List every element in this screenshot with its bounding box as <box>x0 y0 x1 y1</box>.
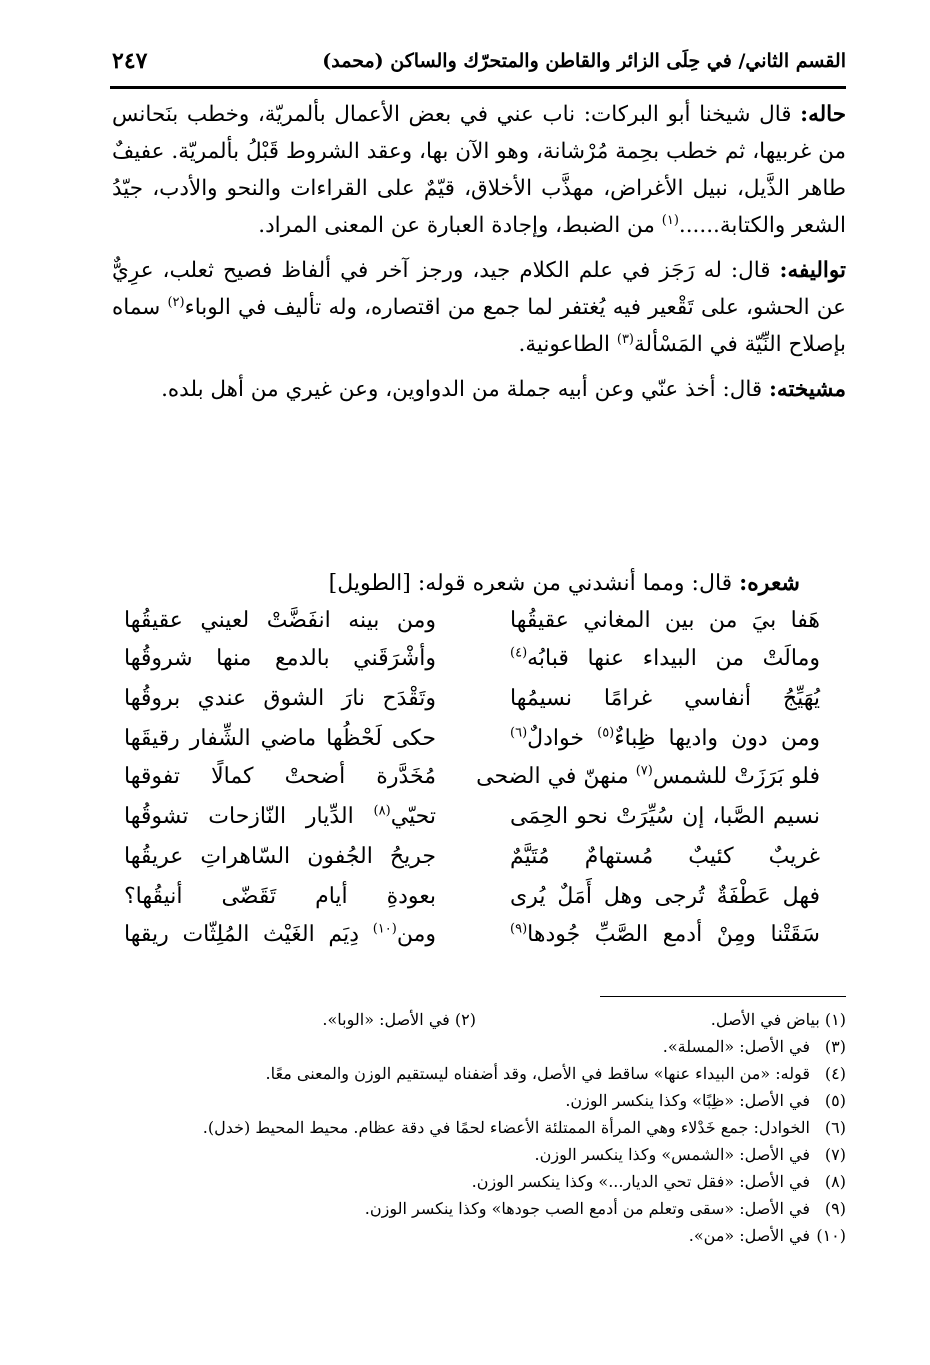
hemistich-right: هَفا بيَ من بين المغاني عقيقُها <box>510 608 820 633</box>
hemistich-right: فهل عَطْفَةٌ تُرجى وهل أَمَلٌ يُرى <box>510 884 820 909</box>
hemistich-text: ومن <box>396 922 436 947</box>
footnote-3 <box>112 1033 846 1060</box>
paragraph-text: سماه بإصلاح النِّيّة في المَسْألة <box>112 295 846 357</box>
footnote-pair <box>112 1006 846 1033</box>
hemistich-right <box>476 763 820 789</box>
footnote-text: في الأصل: «فقل تحي الديار...» وكذا ينكسر الوزن. <box>471 1172 810 1191</box>
hemistich-left: ومن بينه انفَضَّتْ لعيني عقيقُها <box>124 608 436 633</box>
header-rule <box>110 86 846 89</box>
footnote-text: الخوادل: جمع خَدْلاء وهي المرأة الممتلئة الأعضاء لحمًا في دقة عظام. محيط المحيط (خدل). <box>202 1118 810 1137</box>
paragraph-label: حاله: <box>800 102 846 127</box>
footnote-number: (٣) <box>824 1037 846 1056</box>
running-title: القسم الثاني/ في حِلَى الزائر والقاطن والمتحرّك والساكن (محمد) <box>322 50 846 72</box>
footnote-4 <box>112 1060 846 1087</box>
footnote-1 <box>711 1006 846 1033</box>
paragraph-haluh <box>112 96 846 244</box>
paragraph-text: قال: أخذ عنّي وعن أبيه جملة من الدواوين، وعن غيري من أهل بلده. <box>161 377 769 402</box>
hemistich-left: حكى لَحْظُها ماضي الشِّفار رقيقَها <box>124 726 436 751</box>
hemistich-text: فلو بَرَزَتْ للشمس <box>652 764 820 789</box>
verse-1 <box>112 608 846 648</box>
hemistich-left <box>124 922 436 947</box>
footnote-text: بياض في الأصل. <box>710 1010 820 1029</box>
hemistich-left: بعودةِ أيام تَقَضّى أنيقُها؟ <box>124 884 436 909</box>
footnote-number: (١٠) <box>816 1226 846 1245</box>
hemistich-right <box>510 646 820 671</box>
verse-7 <box>112 844 846 884</box>
footnote-5 <box>112 1087 846 1114</box>
hemistich-left <box>124 804 436 829</box>
footnote-text: قوله: «من البيداء عنها» ساقط في الأصل، وقد أضفناه ليستقيم الوزن والمعنى معًا. <box>265 1064 810 1083</box>
footnotes <box>112 1006 846 1249</box>
footnote-text: في الأصل: «المسلة». <box>662 1037 810 1056</box>
hemistich-right <box>510 922 820 947</box>
paragraph-text: قال شيخنا أبو البركات: ناب عني في بعض الأعمال بألمريّة، وخطب بنَحانس من غربيها، ثم خطب بحِمة مُرْشانة، وهو الآن بها، وعقد الشروط قَبْلُ بألمريّة. عفيفٌ طاهر الذَّيل، نبيل الأغراض، مهذَّب الأخلاق، قيّمٌ على القراءات والنحو والأدب، جيّدُ الشعر والكتابة...... <box>112 102 846 238</box>
poem-intro <box>329 570 800 596</box>
footnote-marker: (٨) <box>373 803 391 819</box>
footnote-text: في الأصل: «ظِبًا» وكذا ينكسر الوزن. <box>565 1091 810 1110</box>
footnote-marker: (١٠) <box>372 921 397 937</box>
poem-label: شعره: <box>739 570 800 596</box>
main-text <box>112 96 846 416</box>
verse-2 <box>112 646 846 686</box>
paragraph-label: تواليفه: <box>779 258 846 283</box>
paragraph-text: الطاعونية. <box>518 332 617 357</box>
page-header <box>112 44 846 84</box>
footnote-marker: (٣) <box>616 331 634 347</box>
hemistich-right: نسيم الصَّبا، إن سُيِّرَتْ نحو الحِمَى <box>510 804 820 829</box>
footnote-marker: (٥) <box>597 725 615 741</box>
hemistich-text: ومن دون واديها ظِباءٌ <box>614 726 820 751</box>
paragraph-text: قال: له رَجَز في علم الكلام جيد، ورجز آخر في ألفاظ فصيح ثعلب، عرِيٌّ عن الحشو، على تَقْعير فيه يُغتفر لما جمع من اقتصاره، وله تأليف في الوباء <box>112 258 847 320</box>
footnote-number: (١) <box>824 1010 846 1029</box>
verse-6 <box>112 804 846 844</box>
paragraph-mashyakhatuh <box>112 371 846 408</box>
footnote-2 <box>322 1006 476 1033</box>
hemistich-text: تحيّي <box>390 804 436 829</box>
hemistich-right: يُهَيِّجُ أنفاسي غرامًا نسيمُها <box>510 686 820 711</box>
hemistich-left: جريحُ الجُفون السّاهراتِ عريقُها <box>124 844 436 869</box>
footnote-number: (٩) <box>824 1199 846 1218</box>
verse-8 <box>112 884 846 924</box>
footnote-number: (٦) <box>824 1118 846 1137</box>
hemistich-text: دِيَم الغَيْث المُلِثّات ريقها <box>124 922 373 947</box>
footnote-rule <box>600 996 846 997</box>
footnote-number: (٢) <box>454 1010 476 1029</box>
footnote-10 <box>112 1222 846 1249</box>
footnote-marker: (٧) <box>635 763 653 779</box>
paragraph-text: من الضبط، وإجادة العبارة عن المعنى المراد. <box>258 213 662 238</box>
footnote-number: (٨) <box>824 1172 846 1191</box>
footnote-text: في الأصل: «الشمس» وكذا ينكسر الوزن. <box>534 1145 810 1164</box>
verse-9 <box>112 922 846 962</box>
verse-3 <box>112 686 846 726</box>
verse-4 <box>112 726 846 766</box>
paragraph-label: مشيخته: <box>768 377 846 402</box>
poem-intro-text: قال: ومما أنشدني من شعره قوله: [الطويل] <box>328 571 740 596</box>
hemistich-text: الدِّيار النّازحات تشوقُها <box>124 804 374 829</box>
page-number: ٢٤٧ <box>112 48 148 74</box>
hemistich-left: وأشْرَقَني بالدمع منها شروقُها <box>124 646 436 671</box>
hemistich-left: مُخَدَّرة أضحتْ كمالًا تفوقها <box>124 764 436 789</box>
verse-5 <box>112 764 846 804</box>
footnote-marker: (٢) <box>167 294 185 310</box>
hemistich-text: سَقَتْنا ومِنْ أدمع الصَّبِّ جُودها <box>527 922 820 947</box>
hemistich-text: منهنّ في الضحى <box>476 764 636 789</box>
footnote-6 <box>112 1114 846 1141</box>
footnote-text: في الأصل: «من». <box>688 1226 810 1245</box>
footnote-number: (٤) <box>824 1064 846 1083</box>
hemistich-text: ومالَتْ من البيداء عنها قبابُه <box>527 646 820 671</box>
footnote-marker: (٩) <box>510 921 528 937</box>
hemistich-left: وتَقْدَح نارَ الشوق عندي بروقُها <box>124 686 436 711</box>
footnote-number: (٧) <box>824 1145 846 1164</box>
footnote-text: في الأصل: «الوبا». <box>322 1010 450 1029</box>
hemistich-right: غريبٌ كئيبٌ مُستهامٌ مُتَيَّمٌ <box>510 844 820 869</box>
footnote-text: في الأصل: «سقى وتعلم من أدمع الصب جودها» وكذا ينكسر الوزن. <box>364 1199 810 1218</box>
footnote-marker: (١) <box>661 212 679 228</box>
hemistich-text: خوادلٌ <box>527 726 598 751</box>
footnote-8 <box>112 1168 846 1195</box>
footnote-marker: (٤) <box>510 645 528 661</box>
footnote-9 <box>112 1195 846 1222</box>
footnote-number: (٥) <box>824 1091 846 1110</box>
footnote-7 <box>112 1141 846 1168</box>
footnote-marker: (٦) <box>510 725 528 741</box>
paragraph-tawalifuh <box>112 252 846 363</box>
hemistich-right <box>510 726 820 751</box>
